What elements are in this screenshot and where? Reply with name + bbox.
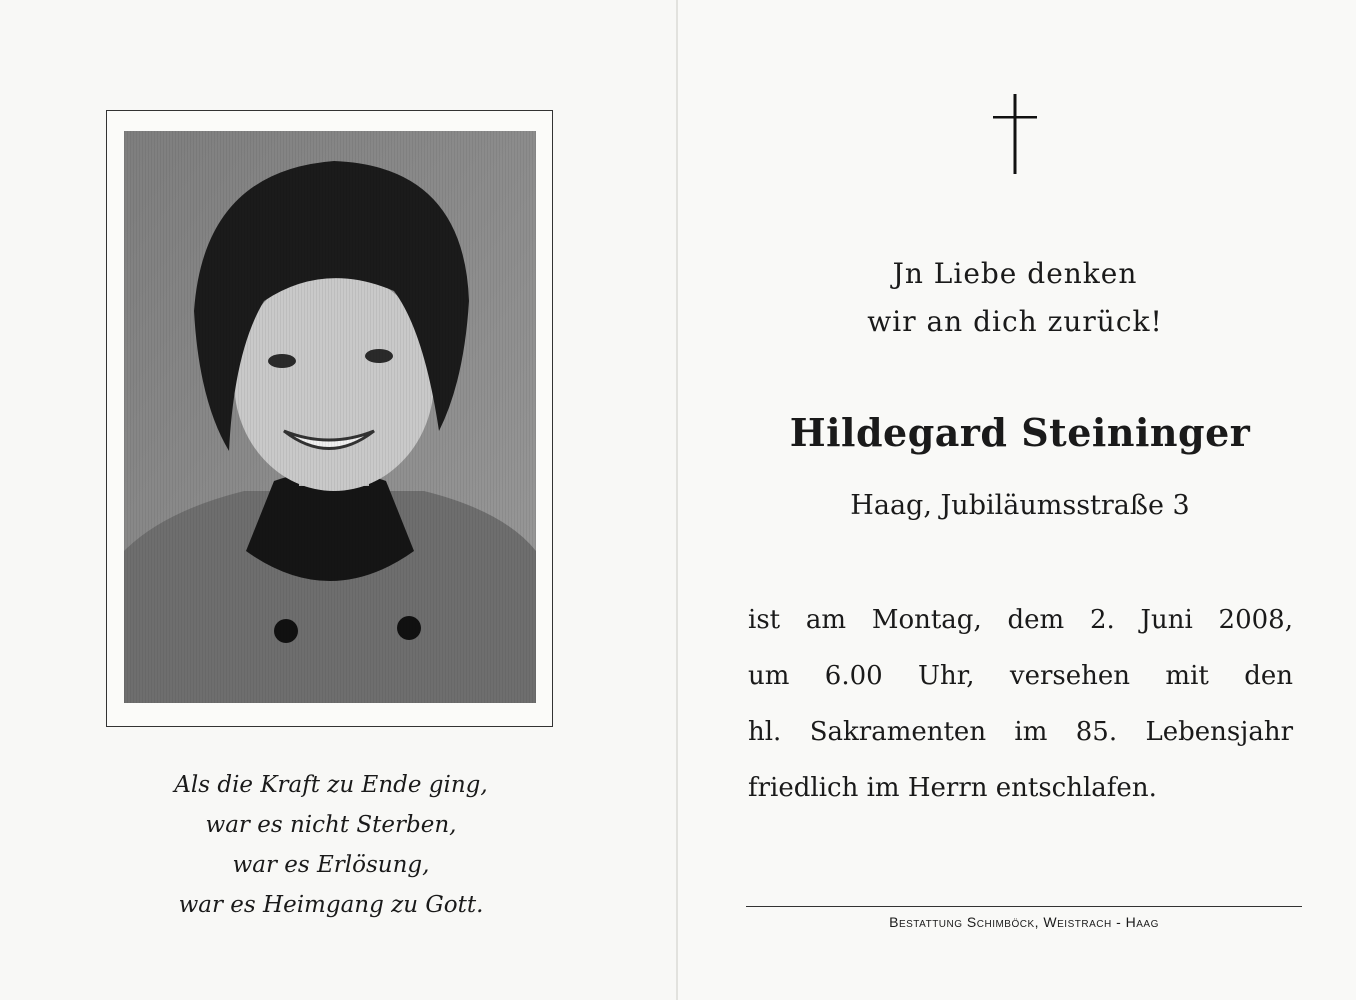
portrait-frame: [106, 110, 553, 727]
remembrance-text: [760, 250, 1270, 346]
verse-line: war es Heimgang zu Gott.: [178, 892, 484, 918]
notice-line: ist am Montag, dem 2. Juni 2008,: [748, 605, 1293, 635]
portrait-image: [124, 131, 536, 703]
remembrance-line: Jn Liebe denken: [892, 257, 1138, 290]
footer-divider: [746, 906, 1302, 907]
notice-line: friedlich im Herrn entschlafen.: [748, 773, 1157, 803]
death-notice-text: [748, 592, 1293, 816]
verse-line: war es Erlösung,: [232, 852, 430, 878]
verse-line: war es nicht Sterben,: [205, 812, 457, 838]
deceased-name: Hildegard Steininger: [789, 410, 1251, 455]
notice-line: um 6.00 Uhr, versehen mit den: [748, 661, 1293, 691]
verse: [106, 765, 556, 925]
notice-line: hl. Sakramenten im 85. Lebensjahr: [748, 717, 1293, 747]
remembrance-line: wir an dich zurück!: [867, 305, 1163, 338]
verse-line: Als die Kraft zu Ende ging,: [174, 772, 488, 798]
funeral-home-footer: Bestattung Schimböck, Weistrach - Haag: [889, 914, 1159, 930]
cross-icon: [993, 94, 1037, 174]
left-page: [0, 0, 676, 1000]
portrait-photo: [124, 131, 536, 703]
deceased-address: Haag, Jubiläumsstraße 3: [850, 490, 1190, 521]
